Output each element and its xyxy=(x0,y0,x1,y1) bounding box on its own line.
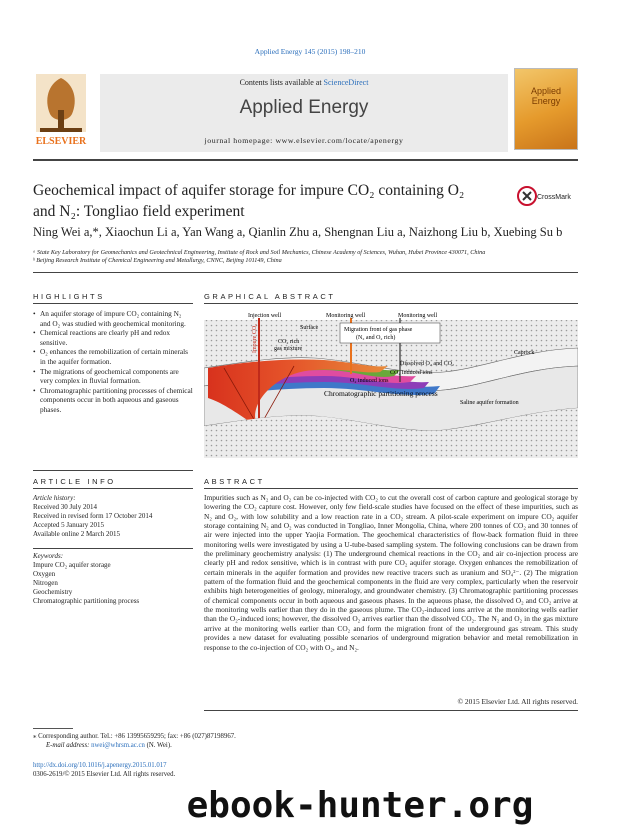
affiliation-divider xyxy=(33,272,578,273)
highlights-list xyxy=(33,309,193,415)
keywords-label: Keywords: xyxy=(33,552,64,560)
copyright-notice: © 2015 Elsevier Ltd. All rights reserved. xyxy=(457,697,578,706)
graphical-abstract-heading: GRAPHICAL ABSTRACT xyxy=(204,292,336,301)
email-label: E-mail address: xyxy=(46,742,92,749)
journal-citation[interactable]: Applied Energy 145 (2015) 198–210 xyxy=(254,47,366,56)
sciencedirect-link[interactable]: ScienceDirect xyxy=(323,78,369,87)
contents-prefix: Contents lists available at xyxy=(239,78,324,87)
abstract-body: Impurities such as N₂ and O₂ can be co-injected with CO₂ to cut the overall cost of carbon capture and geological storage by lowering the CO₂ capture cost. However, only few field-scale studies have focused on the effect of these impurities, such as N₂ and O₂, with low solubility and a low reaction rate in a CO₂ stream. A pilot-scale experiment on impure CO₂ aquifer storage containing N₂ and O₂ was conducted in Tongliao, Inner Mongolia, China, where 200 tonnes of CO₂ and 30 tonnes of air were injected into the upper Yaojia Formation. The geochemical characteristics of flow-back formation fluid in three monitoring wells were investigated by using a U-tube-based sampling system. The following conclusions can be drawn from the preliminary geochemistry analysis: (1) The underground chemical reactions in the CO₂ and air co-injection process are clearly pH and redox sensitive, which is in contrast with pure CO₂ aquifer storage. Oxygen enhances the remobilization of certain minerals in the aquifer formation and provides new reactive tracers such as uranium and SO₄²⁻. (2) The migration pattern of the formation fluid and the geochemical components in the fluid are very complex, particularly when the reservoir exhibits high heterogeneities of geology, mineralogy, and groundwater chemistry. (3) Chromatographic partitioning processes of chemical components occur in both aqueous and gaseous phases. In the aqueous phase, the dissolved O₂ and CO₂ arrive at the monitoring wells earlier than they do in the gaseous plume. The CO₂-induced ions arrive at the monitoring wells earlier than the O₂-induced ions; however, the dissolved O₂ arrives earlier than the dissolved CO₂. The N₂ and O₂ in the gas mixture arrive at the monitoring wells earlier than CO₂ and form the migration front of the underground gas stream. This study provides a new dataset for evaluating possible scenarios of underground migration behavior and metal remobilization in response to the co-injection of CO₂ with O₂, and N₂. xyxy=(204,493,578,652)
saline-aquifer-label: Saline aquifer formation xyxy=(460,400,519,406)
caprock-label: Caprock xyxy=(514,350,535,356)
graphical-abstract-figure xyxy=(204,308,578,483)
email-suffix: (N. Wei). xyxy=(144,742,172,749)
process-label: Chromatographic partitioning process xyxy=(324,389,438,398)
article-info-divider xyxy=(33,488,193,489)
highlight-item: • O₂ enhances the remobilization of certain minerals in the aquifer formation. xyxy=(33,347,193,366)
history-label: Article history: xyxy=(33,494,76,502)
highlights-heading: HIGHLIGHTS xyxy=(33,292,105,301)
surface-label: Surface xyxy=(300,325,319,331)
corresponding-author-note: ⁎ Corresponding author. Tel.: +86 13995659295; fax: +86 (027)87198967. xyxy=(33,733,236,740)
journal-cover-title xyxy=(516,86,576,106)
keyword-item: Geochemistry xyxy=(33,588,73,596)
online-date: Available online 2 March 2015 xyxy=(33,530,120,538)
journal-homepage[interactable]: journal homepage: www.elsevier.com/locate/apenergy xyxy=(204,136,404,145)
co2-rich-label-2: gas mixture xyxy=(274,346,303,352)
highlight-item: • An aquifer storage of impure CO₂ containing N₂ and O₂ was studied with geochemical monitoring. xyxy=(33,309,193,328)
accepted-date: Accepted 5 January 2015 xyxy=(33,521,104,529)
keywords-divider xyxy=(33,548,193,549)
article-title xyxy=(33,180,503,222)
cover-title-line-2: Energy xyxy=(531,96,561,106)
affiliation-a: ᵃ State Key Laboratory for Geomechanics and Geotechnical Engineering, Institute of Rock and Soil Mechanics, Chinese Academy of Sciences, Wuhan, Hubei Province 430071, China xyxy=(33,249,486,256)
highlight-item: • The migrations of geochemical components are very complex in fluvial formation. xyxy=(33,367,193,386)
abstract-heading: ABSTRACT xyxy=(204,477,265,486)
keyword-item: Nitrogen xyxy=(33,579,58,587)
author-list: Ning Wei a,*, Xiaochun Li a, Yan Wang a, Qianlin Zhu a, Shengnan Liu a, Naizhong Liu b, Xuebing Su b xyxy=(33,225,563,239)
keyword-item: Impure CO₂ aquifer storage xyxy=(33,561,111,569)
abstract-divider xyxy=(204,488,578,489)
article-history xyxy=(33,494,193,539)
email-note xyxy=(46,742,446,749)
graphical-abstract-divider xyxy=(204,303,578,304)
elsevier-wordmark: ELSEVIER xyxy=(35,136,87,147)
email-link[interactable]: nwei@whrsm.ac.cn xyxy=(91,742,145,749)
co2-rich-label-1: CO₂ rich xyxy=(278,339,300,345)
contents-line xyxy=(100,78,508,87)
issn-line: 0306-2619/© 2015 Elsevier Ltd. All rights reserved. xyxy=(33,771,176,778)
doi-link[interactable]: http://dx.doi.org/10.1016/j.apenergy.2015.01.017 xyxy=(33,762,167,769)
received-date: Received 30 July 2014 xyxy=(33,503,97,511)
header-divider xyxy=(33,159,578,161)
title-line-2: and N₂: Tongliao field experiment xyxy=(33,203,245,220)
monitoring-well-1-label: Monitoring well xyxy=(326,313,366,319)
migration-front-label-2: (N₂ and O₂ rich) xyxy=(356,335,396,341)
highlights-divider xyxy=(33,303,193,304)
impure-co2-label: Impure CO₂ xyxy=(252,323,258,353)
footnote-divider xyxy=(33,728,73,729)
o2-ions-label: O₂ induced ions xyxy=(350,378,389,384)
keyword-item: Chromatographic partitioning process xyxy=(33,597,140,605)
keywords-block xyxy=(33,552,193,606)
title-line-1: Geochemical impact of aquifer storage for impure CO₂ containing O₂ xyxy=(33,182,465,199)
journal-cover-thumbnail[interactable] xyxy=(514,68,578,150)
crossmark-label[interactable]: CrossMark xyxy=(537,194,571,201)
co2-ions-label: CO₂ induced ions xyxy=(390,370,433,376)
elsevier-logo-icon xyxy=(30,70,92,150)
keyword-item: Oxygen xyxy=(33,570,56,578)
article-info-heading: ARTICLE INFO xyxy=(33,477,116,486)
monitoring-well-2-label: Monitoring well xyxy=(398,313,438,319)
journal-name: Applied Energy xyxy=(239,97,369,118)
highlights-bottom-divider xyxy=(33,470,193,471)
cover-title-line-1: Applied xyxy=(530,86,562,96)
abstract-bottom-divider xyxy=(204,710,578,711)
affiliation-b: ᵇ Beijing Research Institute of Chemical Engineering and Metallurgy, CNNC, Beijing 101149, China xyxy=(33,257,282,264)
highlight-item: • Chemical reactions are clearly pH and redox sensitive. xyxy=(33,328,193,347)
dissolved-label: Dissolved O₂ and CO₂ xyxy=(400,361,455,367)
injection-well-label: Injection well xyxy=(248,313,282,319)
highlight-item: • Chromatographic partitioning processes of chemical components occur in both aqueous and gaseous phases. xyxy=(33,386,193,415)
watermark-text: ebook-hunter.org xyxy=(186,785,534,826)
revised-date: Received in revised form 17 October 2014 xyxy=(33,512,153,520)
migration-front-label-1: Migration front of gas phase xyxy=(344,327,413,333)
